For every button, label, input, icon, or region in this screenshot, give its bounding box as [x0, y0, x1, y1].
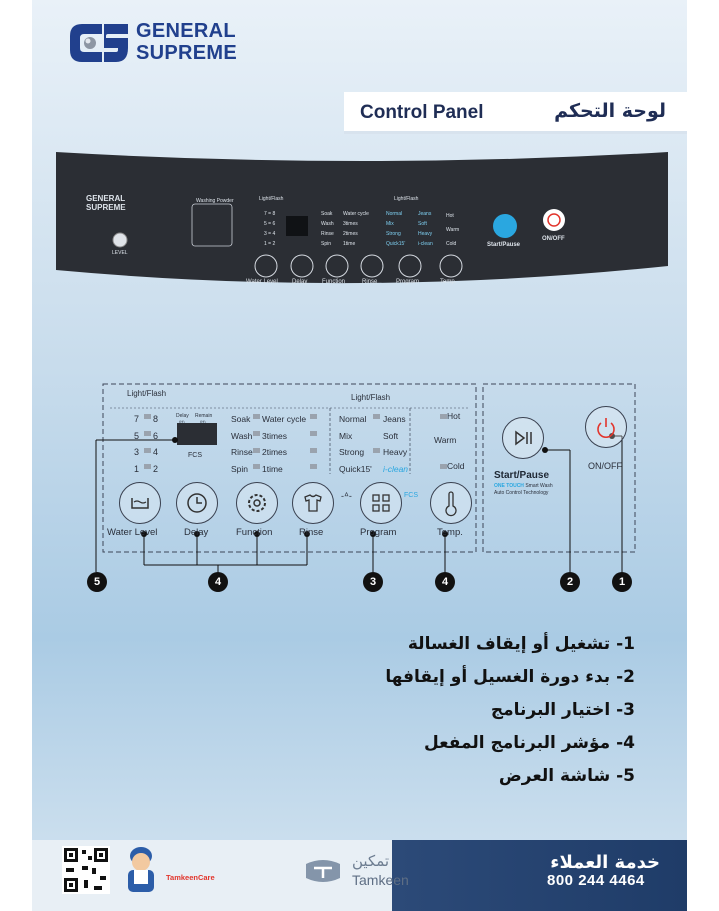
smart-wash-text: ONE TOUCH Smart Wash: [494, 483, 553, 489]
temp-warm: Warm: [434, 435, 457, 445]
temp-cold: Cold: [447, 461, 465, 471]
on-off-label: ON/OFF: [588, 461, 622, 471]
label-temp: Temp.: [437, 527, 463, 538]
panel-btn-temp: Temp.: [440, 279, 457, 285]
water-level-icon: [120, 483, 160, 523]
gear-icon: [237, 483, 277, 523]
panel-cycles: Water cycle 3times 2times 1time: [343, 211, 369, 247]
marker-2: 2: [560, 572, 580, 592]
title-arabic: لوحة التحكم: [554, 100, 666, 122]
display-remain-label: Remain: [195, 413, 213, 419]
program-column-2: Jeans Soft Heavy i-clean: [383, 414, 409, 474]
panel-start-pause: Start/Pause: [487, 242, 521, 248]
display-fcs: FCS: [188, 452, 202, 459]
light-flash-left: Light/Flash: [127, 389, 167, 398]
legend-item: 4- مؤشر البرنامج المفعل: [423, 733, 635, 753]
label-function: Function: [236, 527, 273, 538]
panel-programs: Normal Mix Strong Quick15': [386, 211, 406, 247]
tamkeen-logo-icon: [302, 856, 344, 886]
delay-button[interactable]: [176, 482, 218, 524]
marker-4b: 4: [435, 572, 455, 592]
panel-btn-delay: Delay: [292, 279, 308, 285]
display-delay-label: Delay: [176, 413, 189, 419]
display-unit1: (H): [179, 419, 185, 424]
power-icon: [586, 407, 626, 447]
legend-item: 5- شاشة العرض: [498, 766, 635, 786]
temp-button[interactable]: [430, 482, 472, 524]
start-pause-label: Start/Pause: [494, 470, 550, 481]
customer-service-phone[interactable]: 800 244 4464: [547, 872, 645, 889]
start-pause-button[interactable]: [502, 417, 544, 459]
marker-3: 3: [363, 572, 383, 592]
legend-item: 3- اختيار البرنامج: [490, 700, 635, 720]
qr-code-icon: [62, 846, 110, 894]
marker-5: 5: [87, 572, 107, 592]
level-col-a: 7 5 3 1: [134, 414, 140, 474]
panel-btn-program: Program: [396, 279, 420, 285]
level-col-b: 8 6 4 2: [153, 414, 159, 474]
legend-list: [275, 628, 635, 793]
program-button[interactable]: [360, 482, 402, 524]
rinse-button[interactable]: [292, 482, 334, 524]
light-flash-right: Light/Flash: [351, 393, 391, 402]
panel-btn-function: Function: [322, 279, 346, 285]
clock-icon: [177, 483, 217, 523]
fcs-link-label: FCS: [404, 492, 418, 499]
legend-item: 1- تشغيل أو إيقاف الغسالة: [407, 634, 635, 654]
panel-lightflash-right: Light/Flash: [394, 196, 419, 202]
water-level-button[interactable]: [119, 482, 161, 524]
panel-brand: GENERAL SUPREME: [86, 194, 126, 212]
panel-btn-water-level: Water Level: [246, 279, 278, 285]
panel-btn-rinse: Rinse: [362, 279, 378, 285]
title-english: Control Panel: [360, 102, 484, 123]
label-water-level: Water Level: [107, 527, 158, 538]
panel-on-off: ON/OFF: [542, 236, 565, 242]
panel-lightflash-left: Light/Flash: [259, 196, 284, 202]
program-grid-icon: [361, 483, 401, 523]
label-rinse: Rinse: [299, 527, 324, 538]
marker-4a: 4: [208, 572, 228, 592]
legend-item: 2- بدء دورة الغسيل أو إيقافها: [385, 667, 635, 687]
function-button[interactable]: [236, 482, 278, 524]
cycle-column: Water cycle 3times 2times 1time: [262, 414, 307, 474]
marker-1: 1: [612, 572, 632, 592]
lock-link-icon: -ᐞ-: [341, 491, 352, 501]
customer-service-label: خدمة العملاء: [550, 852, 660, 873]
thermometer-icon: [431, 483, 471, 523]
tamkeen-arabic: تمكين: [352, 852, 390, 870]
panel-programs2: Jeans Soft Heavy i-clean: [418, 211, 433, 247]
panel-washing-powder: Washing Powder: [196, 198, 234, 204]
tamkeen-english: Tamkeen: [352, 872, 409, 888]
shirt-icon: [293, 483, 333, 523]
function-column: Soak Wash Rinse Spin: [231, 414, 253, 474]
display-unit2: (H): [200, 419, 206, 424]
panel-temps: Hot Warm Cold: [446, 213, 460, 247]
power-button[interactable]: [585, 406, 627, 448]
panel-level-label: LEVEL: [112, 250, 128, 256]
technician-mascot-icon: [116, 842, 166, 894]
label-program: Program: [360, 527, 397, 538]
panel-functions: Soak Wash Rinse Spin: [321, 211, 334, 247]
tamkeen-care-label: TamkeenCare: [166, 873, 215, 882]
temp-hot: Hot: [447, 411, 461, 421]
panel-levels: 7 = 8 5 = 6 3 = 4 1 = 2: [264, 211, 276, 247]
brand-wordmark: GENERAL SUPREME: [136, 20, 238, 64]
play-pause-icon: [503, 418, 543, 458]
auto-control-text: Auto Control Technology: [494, 490, 549, 496]
label-delay: Delay: [184, 527, 209, 538]
program-column-1: Normal Mix Strong Quick15': [339, 414, 372, 474]
